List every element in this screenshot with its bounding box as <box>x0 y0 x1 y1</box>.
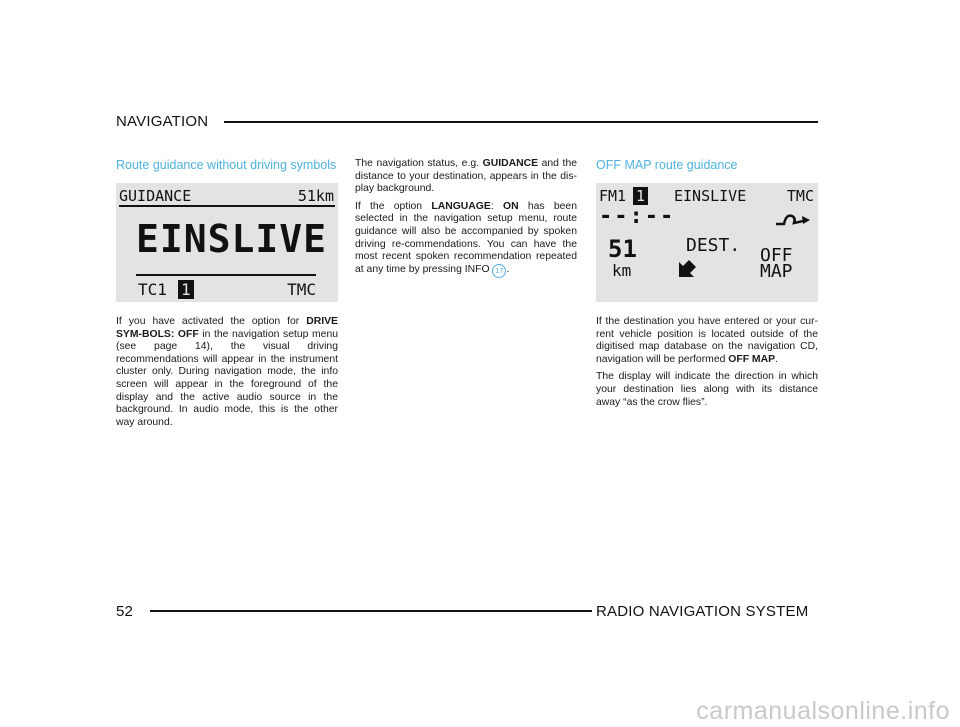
display-status-text: GUIDANCE <box>119 187 192 205</box>
direction-indicator-icon <box>774 210 814 230</box>
display-bottom-rule <box>136 274 316 276</box>
offmap-display <box>596 183 818 302</box>
display-station-name: EINSLIVE <box>136 217 328 261</box>
watermark-text: carmanualsonline.info <box>696 697 950 725</box>
display-source-text: TC1 <box>138 280 167 299</box>
display-station-text: EINSLIVE <box>674 187 747 205</box>
display-preset-box: 1 <box>178 280 194 299</box>
display-band-text: FM1 <box>599 187 627 205</box>
col3-body <box>596 316 818 414</box>
col1-paragraph: If you have activated the option for DRIVE SYM-BOLS: OFF in the navigation setup menu (see page 14), the visual driving recommendations will appear in the instrument cluster only. During navigation mode, the info screen will appear in the foreground of the display and the active audio source in the background. In audio mode, this is the other way around. <box>116 316 339 428</box>
col1-heading: Route guidance without driving symbols <box>116 158 337 172</box>
section-title: NAVIGATION <box>116 113 209 130</box>
display-distance-text: 51km <box>297 187 334 205</box>
display-tmc-text: TMC <box>287 280 316 299</box>
display-offmap-line1: OFF <box>760 245 793 266</box>
display-offmap-line2: MAP <box>760 261 793 282</box>
col3-paragraph-1: If the destination you have entered or your cur-rent vehicle position is located outside of the digitised map database on the navigation CD, navigation will be performed OFF MAP. <box>596 316 818 365</box>
display-top-rule <box>119 205 335 207</box>
display-tmc-text: TMC <box>786 187 814 205</box>
display-distance-value: 51 <box>608 235 637 263</box>
footer-rule <box>150 610 592 612</box>
col3-heading: OFF MAP route guidance <box>596 158 738 172</box>
display-preset-box: 1 <box>633 187 648 205</box>
destination-arrow-icon <box>676 257 698 279</box>
col3-paragraph-2: The display will indicate the direction in which your destination lies along with its distance away “as the crow flies”. <box>596 371 818 408</box>
display-dest-label: DEST. <box>686 235 741 256</box>
guidance-display <box>116 183 338 302</box>
col2-body <box>355 158 577 283</box>
info-key-circle-icon: 17 <box>492 264 506 278</box>
col1-body <box>116 316 338 434</box>
col2-paragraph-2: If the option LANGUAGE: ON has been selected in the navigation setup menu, route guidance will also be accompanied by spoken driving re-commendations. You can have the most recent spoken recommendation repeated at any time by pressing INFO 17 . <box>355 201 577 278</box>
display-time-text: --:-- <box>599 204 676 229</box>
display-distance-unit: km <box>612 261 632 280</box>
col2-paragraph-1: The navigation status, e.g. GUIDANCE and the distance to your destination, appears in the dis-play background. <box>355 158 578 195</box>
page-number: 52 <box>116 603 134 620</box>
manual-title: RADIO NAVIGATION SYSTEM <box>596 603 809 620</box>
header-rule <box>224 121 818 123</box>
